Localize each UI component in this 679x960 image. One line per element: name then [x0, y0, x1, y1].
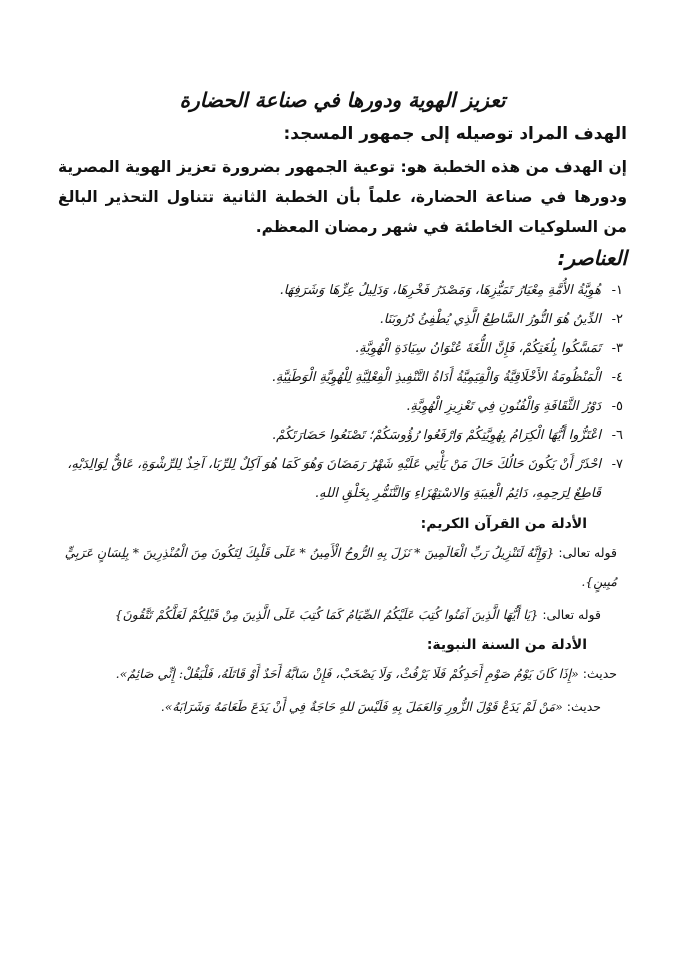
- item-number: ٧-: [611, 457, 623, 472]
- list-item: [58, 421, 623, 450]
- list-item: [58, 363, 623, 392]
- evidence-text: {يَا أَيُّهَا الَّذِينَ آمَنُوا كُتِبَ عَلَيْكُمُ الصِّيَامُ كَمَا كُتِبَ عَلَى الَّذِينَ مِنْ قَبْلِكُمْ لَعَلَّكُمْ تَتَّقُونَ}: [114, 607, 539, 622]
- page-title: تعزيز الهوية ودورها في صناعة الحضارة: [179, 88, 506, 112]
- item-text: هُوِيَّةُ الأُمَّةِ مِعْيَارُ تَمَيُّزِهَا، وَمَصْدَرُ فَخْرِهَا، وَدَلِيلُ عِزِّهَا وَشَرَفِهَا.: [279, 283, 601, 298]
- evidence-lead: قوله تعالى:: [542, 607, 601, 622]
- item-number: ١-: [611, 283, 623, 298]
- elements-heading: العناصر:: [557, 246, 627, 270]
- goal-heading: الهدف المراد توصيله إلى جمهور المسجد:: [283, 124, 627, 144]
- quran-verse: [58, 538, 627, 596]
- elements-list: [58, 276, 627, 508]
- item-number: ٦-: [611, 428, 623, 443]
- item-text: دَوْرُ الثَّقَافَةِ وَالْفُنُونِ فِي تَعْزِيزِ الْهُوِيَّةِ.: [406, 399, 601, 414]
- quran-verse: [58, 600, 627, 629]
- list-item: [58, 450, 623, 508]
- sunnah-evidence-heading: الأدلة من السنة النبوية:: [426, 637, 587, 653]
- hadith: [58, 692, 627, 721]
- item-number: ٢-: [611, 312, 623, 327]
- list-item: [58, 392, 623, 421]
- item-number: ٤-: [611, 370, 623, 385]
- item-text: تَمَسَّكُوا بِلُغَتِكُمْ، فَإِنَّ اللُّغَةَ عُنْوَانُ سِيَادَةِ الْهُوِيَّةِ.: [355, 341, 601, 356]
- hadith: [58, 659, 627, 688]
- goal-paragraph: إن الهدف من هذه الخطبة هو: توعية الجمهور بضرورة تعزيز الهوية المصرية ودورها في صناعة الحضارة، علماً بأن الخطبة الثانية تتناول التحذير البالغ من السلوكيات الخاطئة في شهر رمضان المعظم.: [58, 158, 627, 236]
- quran-evidence-heading: الأدلة من القرآن الكريم:: [420, 516, 587, 532]
- item-text: الْمَنْظُومَةُ الأَخْلَاقِيَّةُ وَالْقِيَمِيَّةُ أَدَاةُ التَّنْفِيذِ الْفِعْلِيَّةِ لِلْهُوِيَّةِ الْوَطَنِيَّةِ.: [271, 370, 601, 385]
- evidence-lead: حديث:: [566, 699, 601, 714]
- evidence-text: «مَنْ لَمْ يَدَعْ قَوْلَ الزُّورِ وَالعَمَلَ بِهِ فَلَيْسَ للهِ حَاجَةٌ فِي أَنْ يَدَعَ طَعَامَهُ وَشَرَابَهُ».: [160, 699, 563, 714]
- item-text: اعْتَزُّوا أَيُّهَا الْكِرَامُ بِهُوِيَّتِكُمْ وَارْفَعُوا رُؤُوسَكُمْ؛ تَصْنَعُوا حَضَارَتَكُمْ.: [272, 428, 601, 443]
- item-text: احْذَرْ أَنْ يَكُونَ حَالُكَ حَالَ مَنْ يَأْتِي عَلَيْهِ شَهْرُ رَمَضَانَ وَهُوَ كَمَا هُوَ آكِلٌ لِلرِّبَا، آخِذٌ لِلرِّشْوَةِ، عَاقٌّ لِوَالِدَيْهِ، قَاطِعٌ لِرَحِمِهِ، دَائِمُ الْغِيبَةِ وَالاسْتِهْزَاءِ وَالتَّنَمُّرِ بِخَلْقِ اللهِ.: [67, 457, 601, 501]
- evidence-text: {وَإِنَّهُ لَتَنْزِيلُ رَبِّ الْعَالَمِينَ * نَزَلَ بِهِ الرُّوحُ الْأَمِينُ * عَلَى قَلْبِكَ لِتَكُونَ مِنَ الْمُنْذِرِينَ * بِلِسَانٍ عَرَبِيٍّ مُبِينٍ}.: [64, 545, 617, 589]
- list-item: [58, 276, 623, 305]
- evidence-lead: حديث:: [582, 666, 617, 681]
- list-item: [58, 334, 623, 363]
- item-number: ٥-: [611, 399, 623, 414]
- evidence-text: «إِذَا كَانَ يَوْمُ صَوْمِ أَحَدِكُمْ فَلَا يَرْفُثْ، وَلَا يَصْخَبْ، فَإِنْ سَابَّهُ أَحَدٌ أَوْ قَاتَلَهُ، فَلْيَقُلْ: إِنِّي صَائِمٌ».: [115, 666, 579, 681]
- item-text: الدِّينُ هُوَ النُّورُ السَّاطِعُ الَّذِي يُطْفِئُ دُرُوبَنَا.: [379, 312, 601, 327]
- evidence-lead: قوله تعالى:: [558, 545, 617, 560]
- item-number: ٣-: [611, 341, 623, 356]
- list-item: [58, 305, 623, 334]
